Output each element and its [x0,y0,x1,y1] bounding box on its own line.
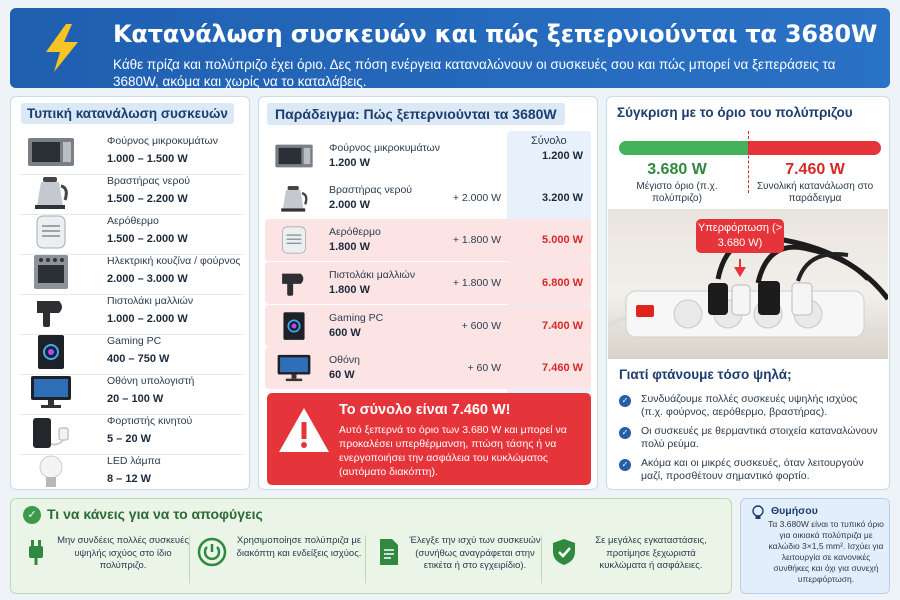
phone-charger-icon [25,413,77,451]
page-subtitle: Κάθε πρίζα και πολύπριζο έχει όριο. Δες πόση ενέργεια καταναλώνουν οι συσκευές σου και πώς μπορεί να ξεπεράσεις τα 3680W, ακόμα και χωρίς να το καταλάβεις. [113,57,836,89]
example-title: Παράδειγμα: Πώς ξεπερνιούνται τα 3680W [267,103,565,125]
plug-icon [21,537,51,567]
tip-divider [189,535,190,583]
typical-consumption-title: Τυπική κατανάλωση συσκευών [21,103,234,124]
info-bullet-icon: ✓ [619,427,631,439]
tips-panel [10,498,732,594]
power-strip-photo [608,209,888,359]
kettle-icon [25,173,77,211]
overload-badge: Υπερφόρτωση (> 3.680 W) [696,219,784,253]
lightning-bolt-icon [36,22,88,74]
device-row: Ηλεκτρική κουζίνα / φούρνος 2.000 – 3.000 W [19,249,243,295]
monitor-icon [273,351,315,385]
led-bulb-icon [25,453,77,491]
example-row: Φούρνος μικροκυμάτων 1.200 W 1.200 W [265,135,591,177]
device-row: Φούρνος μικροκυμάτων 1.000 – 1.500 W [19,129,243,175]
tip-item: Χρησιμοποίησε πολύπριζα με διακόπτη και ενδείξεις ισχύος. [197,531,369,587]
total-readout: 7.460 W Συνολική κατανάλωση στο παράδειγμα [756,161,874,204]
tip-item: Έλεγξε την ισχύ των συσκευών (συνήθως αναγράφεται στην ετικέτα ή στο εγχειρίδιο). [373,531,545,587]
alert-text: Αυτό ξεπερνά το όριο των 3.680 W και μπορεί να προκαλέσει υπερθέρμανση, πτώση τάσης ή να ενεργοποιήσει την ασφάλεια του κυκλώματος (αυτόματο διακόπτη). [339,424,567,478]
warning-icon [277,405,331,455]
device-row: Οθόνη υπολογιστή 20 – 100 W [19,369,243,415]
total-alert-box [267,393,591,485]
lightbulb-icon [751,505,765,521]
shield-check-icon [549,537,579,567]
device-row: Φορτιστής κινητού 5 – 20 W [19,409,243,455]
info-bullet-icon: ✓ [619,395,631,407]
power-button-icon [197,537,227,567]
info-bullet-icon: ✓ [619,459,631,471]
heater-icon [273,223,315,257]
reminder-panel [740,498,890,594]
why-title: Γιατί φτάνουμε τόσο ψηλά; [619,367,792,382]
example-row: Πιστολάκι μαλλιών 1.800 W + 1.800 W 6.800 W [265,262,591,304]
tip-divider [365,535,366,583]
sum-column-header: Σύνολο [531,135,567,147]
page-title: Κατανάλωση συσκευών και πώς ξεπερνιούνται τα 3680W [113,20,878,48]
example-panel [258,96,598,490]
stove-icon [25,253,77,291]
alert-title: Το σύνολο είναι 7.460 W! [339,402,511,418]
example-row: Βραστήρας νερού 2.000 W + 2.000 W 3.200 W [265,177,591,219]
example-row: Αερόθερμο 1.800 W + 1.800 W 5.000 W [265,219,591,261]
excess-bar [748,141,881,155]
kettle-icon [273,181,315,215]
device-row: Βραστήρας νερού 1.500 – 2.200 W [19,169,243,215]
tip-item: Σε μεγάλες εγκαταστάσεις, προτίμησε ξεχωριστά κυκλώματα ή ασφάλειες. [549,531,721,587]
example-row: Οθόνη 60 W + 60 W 7.460 W [265,347,591,389]
device-row: Αερόθερμο 1.500 – 2.000 W [19,209,243,255]
document-icon [373,537,403,567]
hairdryer-icon [273,266,315,300]
limit-readout: 3.680 W Μέγιστο όριο (π.χ. πολύπριζο) [636,161,718,204]
gaming-pc-icon [273,309,315,343]
heater-icon [25,213,77,251]
tips-title: Τι να κάνεις για να το αποφύγεις [47,506,263,522]
device-row: LED λάμπα 8 – 12 W [19,449,243,495]
header-banner [10,8,890,88]
device-row: Πιστολάκι μαλλιών 1.000 – 2.000 W [19,289,243,335]
example-row: Gaming PC 600 W + 600 W 7.400 W [265,305,591,347]
reminder-title: Θυμήσου [771,505,818,517]
reminder-text: Τα 3.680W είναι το τυπικό όριο για οικιακά πολύπριζα με καλώδιο 3×1,5 mm². Ισχύει για λειτουργία σε κανονικές συνθήκες και όχι για συνεχή υπερφόρτωση. [768,519,884,584]
limit-bar [619,141,748,155]
tip-divider [541,535,542,583]
comparison-panel: Σύγκριση με το όριο του πολύπριζου 3.680 W Μέγιστο όριο (π.χ. πολύπριζο) 7.460 W Συνολική κατανάλωση στο παράδειγμα Υπερφόρτωση (> 3.680 W) Γιατί φτάνουμε τόσο ψηλά; ✓ Συνδυάζουμε πολλές συσκευές υψηλής ισχύος (π.χ. φούρνος, αερόθερμο, βραστήρας). ✓ Οι συσκευές με θερμαντικά στοιχεία καταναλώνουν πολύ ρεύμα. ✓ Ακόμα και οι μικρές συσκευές, όταν λειτουργούν μαζί, προσθέτουν σημαντικό φορτίο. [606,96,890,490]
hairdryer-icon [25,293,77,331]
tip-item: Μην συνδέεις πολλές συσκευές υψηλής ισχύος στο ίδιο πολύπριζο. [21,531,193,587]
monitor-icon [25,373,77,411]
device-row: Gaming PC 400 – 750 W [19,329,243,375]
checkmark-icon: ✓ [23,506,41,524]
typical-consumption-panel [10,96,250,490]
gaming-pc-icon [25,333,77,371]
microwave-icon [273,139,315,173]
microwave-icon [25,133,77,171]
comparison-title: Σύγκριση με το όριο του πολύπριζου [617,105,853,120]
